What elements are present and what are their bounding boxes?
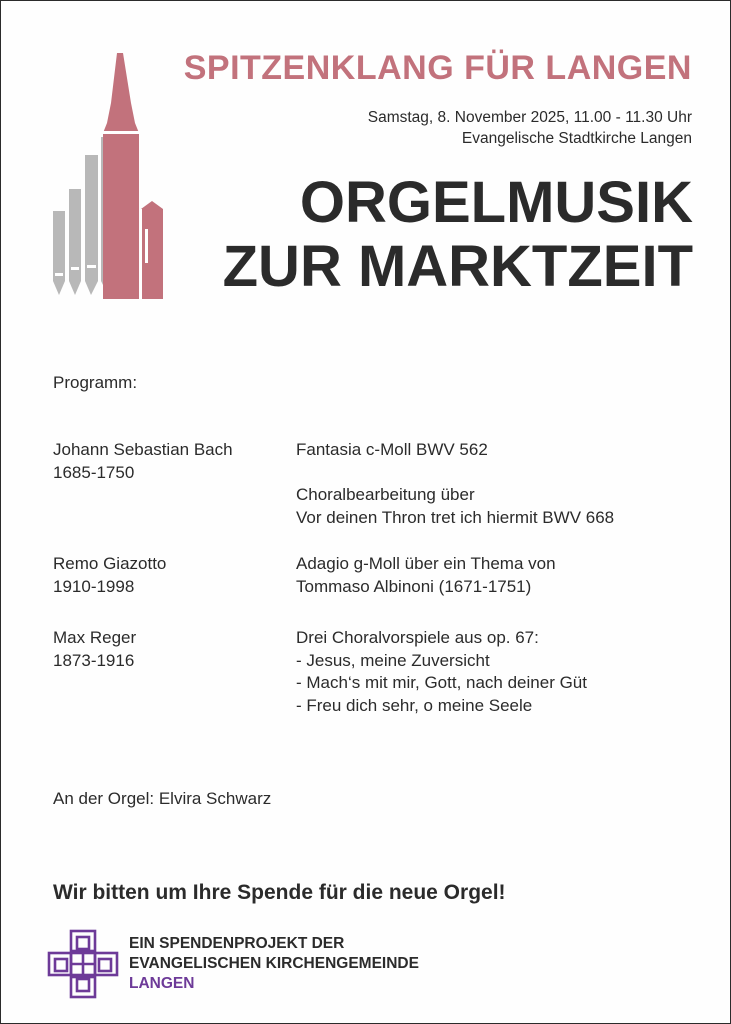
- footer-text: [129, 934, 419, 994]
- composer-name: Remo Giazotto: [53, 554, 167, 573]
- event-info: [368, 107, 692, 149]
- work-line: Adagio g-Moll über ein Thema von: [296, 554, 556, 573]
- footer-line-1: EIN SPENDENPROJEKT DER: [129, 935, 345, 952]
- event-venue: Evangelische Stadtkirche Langen: [461, 130, 692, 147]
- footer-line-2: EVANGELISCHEN KIRCHENGEMEINDE: [129, 955, 419, 972]
- cross-lattice-logo-icon: [47, 929, 119, 999]
- headline-line-1: ORGELMUSIK: [299, 170, 693, 235]
- composer-name: Johann Sebastian Bach: [53, 440, 233, 459]
- top-title: SPITZENKLANG FÜR LANGEN: [183, 49, 692, 87]
- footer-line-3: LANGEN: [129, 975, 195, 992]
- work-line: Tommaso Albinoni (1671-1751): [296, 576, 532, 596]
- composer-years: 1685-1750: [53, 462, 135, 482]
- composer-block: [53, 627, 293, 672]
- works-block: [296, 553, 696, 598]
- composer-name: Max Reger: [53, 628, 137, 647]
- work-line: Drei Choralvorspiele aus op. 67:: [296, 628, 539, 647]
- donation-appeal: Wir bitten um Ihre Spende für die neue Orgel!: [53, 881, 506, 904]
- organ-pipes-church-tower-icon: [51, 53, 171, 299]
- composer-years: 1910-1998: [53, 576, 135, 596]
- event-date: Samstag, 8. November 2025, 11.00 - 11.30 Uhr: [367, 109, 692, 126]
- work-line: - Jesus, meine Zuversicht: [296, 650, 490, 670]
- work-line: - Freu dich sehr, o meine Seele: [296, 695, 533, 715]
- program-label: Programm:: [53, 373, 138, 392]
- works-block: [296, 439, 696, 529]
- work-spacer: [296, 462, 696, 485]
- work-line: - Mach‘s mit mir, Gott, nach deiner Güt: [296, 673, 587, 692]
- composer-block: [53, 553, 293, 598]
- headline: [223, 171, 693, 299]
- works-block: [296, 627, 696, 717]
- composer-block: [53, 439, 293, 484]
- organist-line: An der Orgel: Elvira Schwarz: [53, 789, 272, 808]
- work-line: Vor deinen Thron tret ich hiermit BWV 668: [296, 507, 615, 527]
- work-line: Fantasia c-Moll BWV 562: [296, 440, 488, 459]
- work-line: Choralbearbeitung über: [296, 485, 475, 504]
- composer-years: 1873-1916: [53, 650, 135, 670]
- headline-line-2: ZUR MARKTZEIT: [222, 234, 693, 299]
